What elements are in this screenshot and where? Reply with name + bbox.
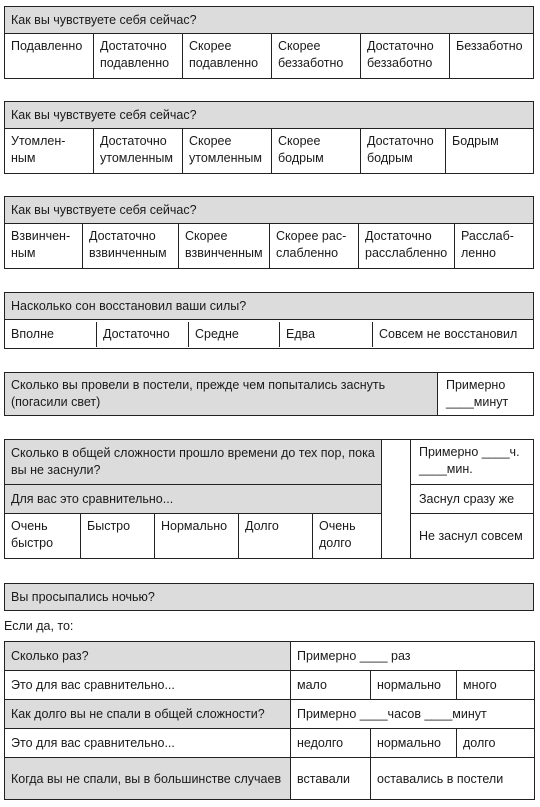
- option[interactable]: Быстро: [81, 514, 155, 558]
- answer-field[interactable]: Примерно ____ч. ____мин.: [410, 439, 534, 485]
- row-label: Это для вас сравнительно...: [5, 671, 291, 700]
- row-label: Это для вас сравнительно...: [5, 729, 291, 758]
- question-title: Как вы чувствуете себя сейчас?: [4, 6, 534, 34]
- option[interactable]: мало: [291, 671, 371, 700]
- option-row: [4, 128, 534, 174]
- option[interactable]: Совсем не восстановил: [379, 326, 518, 341]
- question-title: Вы просыпались ночью?: [4, 583, 534, 611]
- option[interactable]: Скорее утомленным: [183, 129, 272, 173]
- option-row: [4, 33, 534, 79]
- option[interactable]: Скорее взвинченным: [179, 224, 270, 268]
- option[interactable]: Беззаботно: [456, 39, 523, 53]
- option[interactable]: Вполне: [5, 322, 97, 347]
- option[interactable]: Скорее подавленно: [183, 34, 272, 78]
- question-title: Сколько вы провели в постели, прежде чем попытались заснуть (погасили свет): [4, 372, 438, 416]
- option[interactable]: Достаточно беззаботно: [361, 34, 450, 78]
- question-subtitle: Для вас это сравнительно...: [4, 484, 382, 514]
- option[interactable]: Скорее беззаботно: [272, 34, 361, 78]
- option[interactable]: Расслаб-ленно: [461, 229, 514, 260]
- answer-field[interactable]: Примерно ____часов ____минут: [291, 700, 535, 729]
- wake-table: [4, 641, 535, 800]
- option[interactable]: Долго: [239, 514, 313, 558]
- option-fell-asleep-immediately[interactable]: Заснул сразу же: [410, 484, 534, 514]
- row-label: Как долго вы не спали в общей сложности?: [5, 700, 291, 729]
- option[interactable]: нормально: [371, 729, 457, 758]
- option[interactable]: недолго: [291, 729, 371, 758]
- option[interactable]: Достаточно подавленно: [94, 34, 183, 78]
- option[interactable]: нормально: [371, 671, 457, 700]
- option[interactable]: Едва: [280, 322, 373, 347]
- option[interactable]: Утомлен-ным: [5, 129, 94, 173]
- spacer-column: [381, 439, 411, 559]
- answer-field[interactable]: Примерно ____минут: [437, 372, 534, 416]
- option[interactable]: Достаточно утомленным: [94, 129, 183, 173]
- row-label: Сколько раз?: [5, 642, 291, 671]
- option[interactable]: Достаточно расслабленно: [359, 224, 455, 268]
- option[interactable]: много: [457, 671, 535, 700]
- option[interactable]: Скорее бодрым: [272, 129, 361, 173]
- option[interactable]: долго: [457, 729, 535, 758]
- question-title: Сколько в общей сложности прошло времени до тех пор, пока вы не заснули?: [4, 439, 382, 485]
- question-title: Как вы чувствуете себя сейчас?: [4, 196, 534, 224]
- option[interactable]: Подавленно: [5, 34, 94, 78]
- option[interactable]: вставали: [291, 758, 371, 800]
- option[interactable]: Взвинчен-ным: [5, 224, 83, 268]
- option[interactable]: Очень долго: [319, 519, 356, 550]
- option[interactable]: Нормально: [155, 514, 239, 558]
- answer-field[interactable]: Примерно ____ раз: [291, 642, 535, 671]
- option[interactable]: Достаточно взвинченным: [83, 224, 179, 268]
- option[interactable]: Достаточно: [97, 322, 189, 347]
- option[interactable]: оставались в постели: [371, 758, 535, 800]
- option[interactable]: Бодрым: [452, 134, 499, 148]
- question-title: Насколько сон восстановил ваши силы?: [4, 292, 534, 320]
- option[interactable]: Скорее рас-слабленно: [270, 224, 359, 268]
- option-row: [4, 513, 382, 559]
- option-did-not-sleep[interactable]: Не заснул совсем: [410, 513, 534, 559]
- option[interactable]: Очень быстро: [5, 514, 81, 558]
- option-row: [4, 223, 534, 269]
- row-label: Когда вы не спали, вы в большинстве случаев: [5, 758, 291, 800]
- if-yes-label: Если да, то:: [4, 619, 74, 633]
- option[interactable]: Средне: [189, 322, 280, 347]
- option-row: [4, 319, 534, 349]
- option[interactable]: Достаточно бодрым: [361, 129, 446, 173]
- question-title: Как вы чувствуете себя сейчас?: [4, 101, 534, 129]
